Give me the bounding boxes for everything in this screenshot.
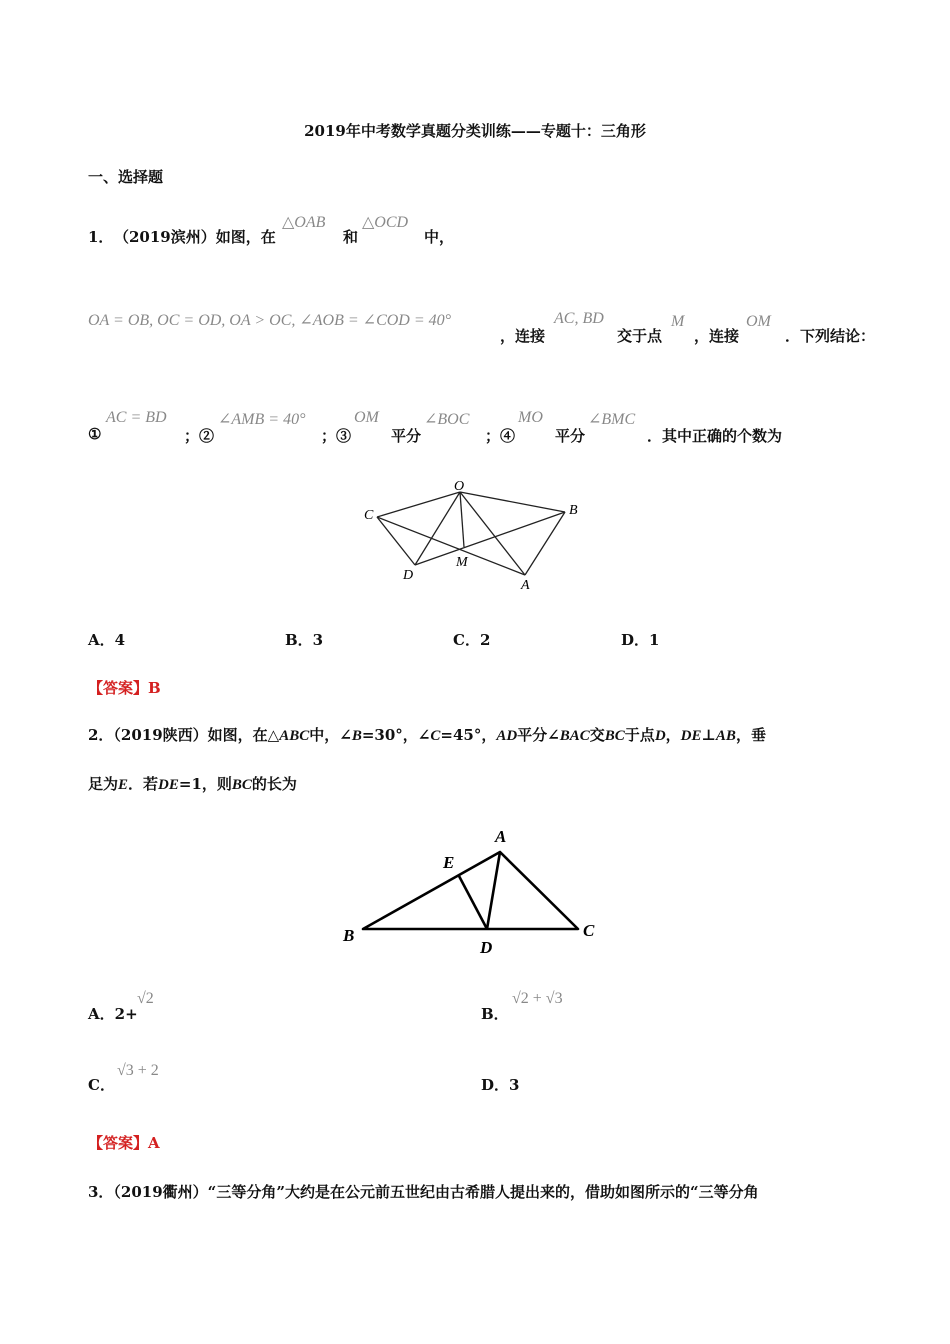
q1-c1-mark: ① <box>88 425 102 443</box>
q1-label-a: A <box>521 578 530 593</box>
q1-semi1: ；② <box>184 427 215 445</box>
q1-label-b: B <box>569 503 578 518</box>
q2-option-c-label: C． <box>88 1076 115 1094</box>
q1-c1-math: AC = BD <box>106 409 167 426</box>
q1-and: 和 <box>343 228 359 246</box>
q2-option-b-math: √2 + √3 <box>512 990 563 1007</box>
q1-c4-angle: ∠BMC <box>588 411 636 428</box>
page-title: 2019年中考数学真题分类训练——专题十：三角形 <box>304 122 646 140</box>
q1-label-m: M <box>456 555 468 570</box>
q1-option-a: A．4 <box>88 631 126 649</box>
q1-label-o: O <box>454 479 465 494</box>
q1-semi2: ；③ <box>321 427 352 445</box>
q2-line1: 2．（2019陕西）如图，在△ABC中，∠B=30°，∠C=45°，AD平分∠BAC交BC于点D，DE⊥AB，垂 <box>88 726 766 744</box>
q2-label-c: C <box>583 921 595 940</box>
q2-label-a: A <box>495 827 507 846</box>
q2-answer: 【答案】A <box>88 1134 160 1152</box>
q1-c3-angle: ∠BOC <box>424 411 470 428</box>
q1-connect2: ，连接 <box>694 327 740 345</box>
q1-label-d: D <box>403 568 414 583</box>
q2-option-a-math: √2 <box>137 990 154 1007</box>
q1-intersect: 交于点 <box>617 327 663 345</box>
q2-option-a-label: A．2+ <box>88 1005 138 1023</box>
q1-segment-om: OM <box>746 313 771 330</box>
q2-option-b-label: B． <box>481 1005 509 1023</box>
q3-text: 3．（2019衢州）“三等分角”大约是在公元前五世纪由古希腊人提出来的，借助如图所示的“三等分角 <box>88 1183 759 1201</box>
q1-point-m: M <box>671 313 685 330</box>
q1-option-b: B．3 <box>285 631 324 649</box>
q2-option-c-math: √3 + 2 <box>117 1062 159 1079</box>
q1-c2-math: ∠AMB = 40° <box>218 411 306 428</box>
q1-c3-om: OM <box>354 409 379 426</box>
q1-c4-mo: MO <box>518 409 543 426</box>
q1-source: （2019滨州）如图，在 <box>114 228 276 246</box>
q2-figure <box>335 818 605 960</box>
q1-bisect1: 平分 <box>391 427 422 445</box>
q1-triangle-oab: △OAB <box>282 214 326 231</box>
q1-connect1: ，连接 <box>500 327 546 345</box>
q2-label-e: E <box>443 853 455 872</box>
q2-label-d: D <box>480 938 493 957</box>
section-heading: 一、选择题 <box>88 168 164 186</box>
q1-figure <box>355 472 595 597</box>
q1-bisect2: 平分 <box>555 427 586 445</box>
q1-label-c: C <box>364 508 374 523</box>
q1-number: 1． <box>88 228 114 246</box>
q2-option-d: D．3 <box>481 1076 520 1094</box>
q1-zhong: 中， <box>424 228 455 246</box>
q1-tail: ．其中正确的个数为 <box>647 427 783 445</box>
q1-condition: OA = OB, OC = OD, OA > OC, ∠AOB = ∠COD = 40° <box>88 312 452 329</box>
q1-conclusions: ．下列结论： <box>785 327 876 345</box>
q2-line2: 足为E．若DE=1，则BC的长为 <box>88 775 297 793</box>
q1-answer: 【答案】B <box>88 679 161 697</box>
q2-label-b: B <box>343 926 355 945</box>
q1-option-d: D．1 <box>621 631 660 649</box>
q1-option-c: C．2 <box>453 631 491 649</box>
q1-segments-ac-bd: AC, BD <box>554 310 604 327</box>
q1-triangle-ocd: △OCD <box>362 214 409 231</box>
q1-semi3: ；④ <box>485 427 516 445</box>
